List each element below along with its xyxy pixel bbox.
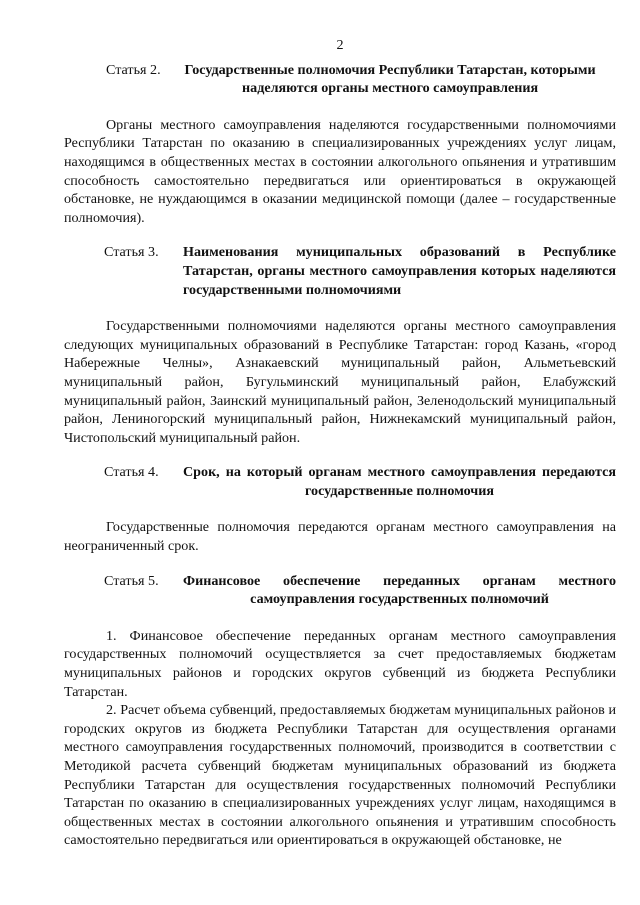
- article-5-paragraph-1: 1. Финансовое обеспечение переданных органам местного самоуправления государственных полномочий осуществляется за счет предоставляемых бюджетам муниципальных районов и городских округов субвенций из бюджета Республики Татарстан.: [64, 627, 616, 700]
- document-page: [64, 36, 616, 850]
- article-4-paragraph-1: Государственные полномочия передаются органам местного самоуправления на неограниченный срок.: [64, 519, 616, 555]
- article-5-label: Статья 5.: [104, 572, 159, 589]
- article-3-title: Наименования муниципальных образований в Республике Татарстан, органы местного самоуправления которых наделяются государственными полномочиями: [183, 244, 616, 298]
- article-5-heading: [104, 572, 616, 609]
- article-2-title: Государственные полномочия Республики Татарстан, которыми наделяются органы местного самоуправления: [184, 61, 596, 97]
- article-4-label: Статья 4.: [104, 464, 159, 481]
- article-2-heading: [106, 61, 616, 98]
- article-3-heading: [104, 243, 616, 299]
- article-5-title: Финансовое обеспечение переданных органам местного самоуправления государственных полномочий: [183, 572, 616, 608]
- article-3-paragraph-1: Государственными полномочиями наделяются органы местного самоуправления следующих муниципальных образований в Республике Татарстан: город Казань, «город Набережные Челны», Азнакаевский муниципальный район, Альметьевский муниципальный район, Бугульминский муниципальный район, Елабужский муниципальный район, Заинский муниципальный район, Зеленодольский муниципальный район, Лениногорский муниципальный район, Нижнекамский муниципальный район, Чистопольский муниципальный район.: [64, 318, 616, 446]
- article-4-heading: [104, 463, 616, 500]
- article-3-label: Статья 3.: [104, 244, 159, 261]
- page-number: 2: [336, 37, 344, 53]
- article-2-label: Статья 2.: [106, 61, 161, 78]
- article-2-paragraph-1: Органы местного самоуправления наделяются государственными полномочиями Республики Татарстан по оказанию в специализированных учреждениях услуг лицам, находящимся в общественных местах в состоянии алкогольного опьянения и утратившим способность самостоятельно передвигаться или ориентироваться в окружающей обстановке, не нуждающимся в оказании медицинской помощи (далее – государственные полномочия).: [64, 116, 616, 226]
- article-4-title: Срок, на который органам местного самоуправления передаются государственные полномочия: [183, 464, 616, 499]
- article-5-paragraph-2: 2. Расчет объема субвенций, предоставляемых бюджетам муниципальных районов и городских округов из бюджета Республики Татарстан для осуществления органами местного самоуправления государственных полномочий, производится в соответствии с Методикой расчета субвенций бюджетам муниципальных образований из бюджета Республики Татарстан для осуществления государственных полномочий Республики Татарстан по оказанию в специализированных учреждениях услуг лицам, находящимся в общественных местах в состоянии алкогольного опьянения и утратившим способность самостоятельно передвигаться или ориентироваться в окружающей обстановке, не: [64, 702, 616, 849]
